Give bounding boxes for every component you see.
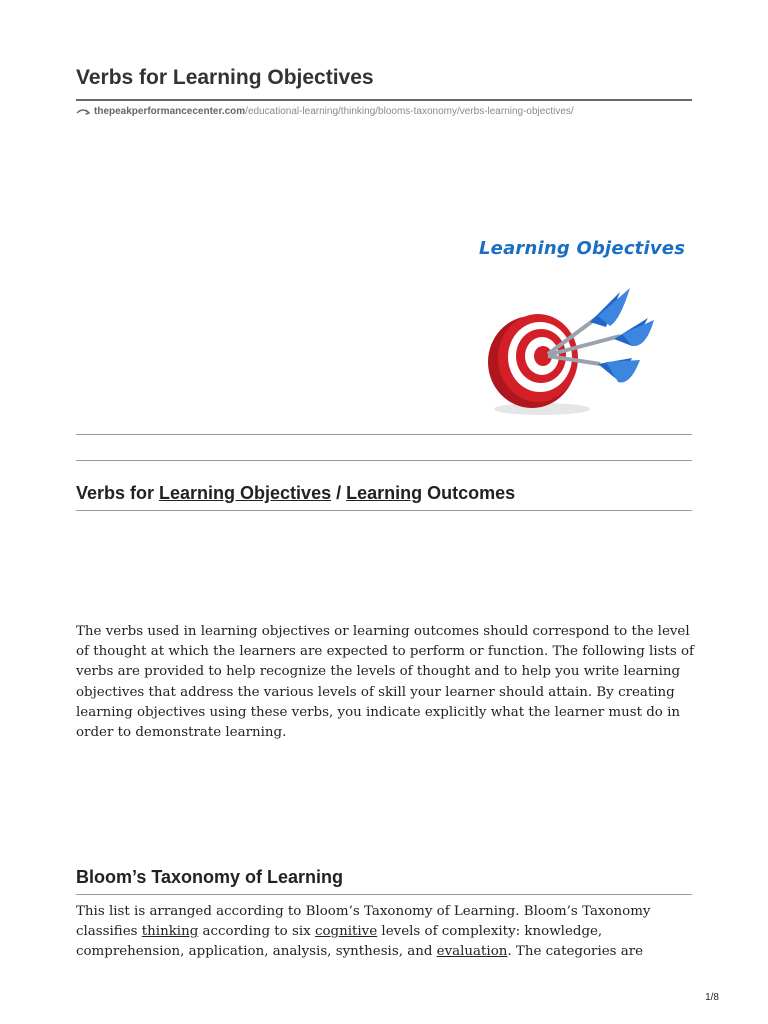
divider-2	[76, 460, 692, 461]
section-heading-blooms: Bloom’s Taxonomy of Learning	[76, 867, 344, 887]
cognitive-link[interactable]: cognitive	[314, 924, 378, 940]
blooms-text-2: according to six	[198, 924, 315, 940]
thinking-link[interactable]: thinking	[141, 924, 199, 940]
link-icon	[76, 107, 90, 117]
page-number: 1/8	[705, 992, 719, 1003]
blooms-text-1: This list is arranged according to Bloom’s Taxonomy of Learning. Bloom’s Taxonomy classifies	[76, 904, 651, 940]
learning-link[interactable]: Learning	[346, 483, 423, 503]
section-divider-verbs	[76, 510, 692, 511]
hero-title: Learning Objectives	[479, 238, 686, 259]
section-heading-verbs	[76, 483, 515, 504]
heading-prefix: Verbs for	[76, 483, 160, 503]
divider-1	[76, 434, 692, 435]
heading-suffix: Outcomes	[422, 483, 516, 503]
title-divider	[76, 99, 692, 101]
blooms-text-4: . The categories are	[507, 944, 644, 960]
heading-separator: /	[331, 483, 347, 503]
blooms-paragraph	[76, 902, 696, 963]
blooms-text-3: levels of complexity: knowledge, comprehension, application, analysis, synthesis, and	[76, 924, 603, 960]
target-with-darts-icon	[470, 232, 695, 422]
source-url[interactable]	[76, 106, 574, 117]
page-title: Verbs for Learning Objectives	[76, 66, 374, 89]
evaluation-link[interactable]: evaluation	[436, 944, 508, 960]
section-divider-blooms	[76, 894, 692, 895]
source-domain[interactable]: thepeakperformancecenter.com	[94, 106, 246, 117]
source-path[interactable]: /educational-learning/thinking/blooms-taxonomy/verbs-learning-objectives/	[245, 106, 574, 117]
intro-paragraph: The verbs used in learning objectives or learning outcomes should correspond to the level of thought at which the learners are expected to perform or function. The following lists of verbs are provided to help recognize the levels of thought and to help you write learning objectives that address the various levels of skill your learner should attain. By creating learning objectives using these verbs, you indicate explicitly what the learner must do in order to demonstrate learning.	[76, 624, 694, 741]
learning-objectives-link[interactable]: Learning Objectives	[159, 483, 332, 503]
